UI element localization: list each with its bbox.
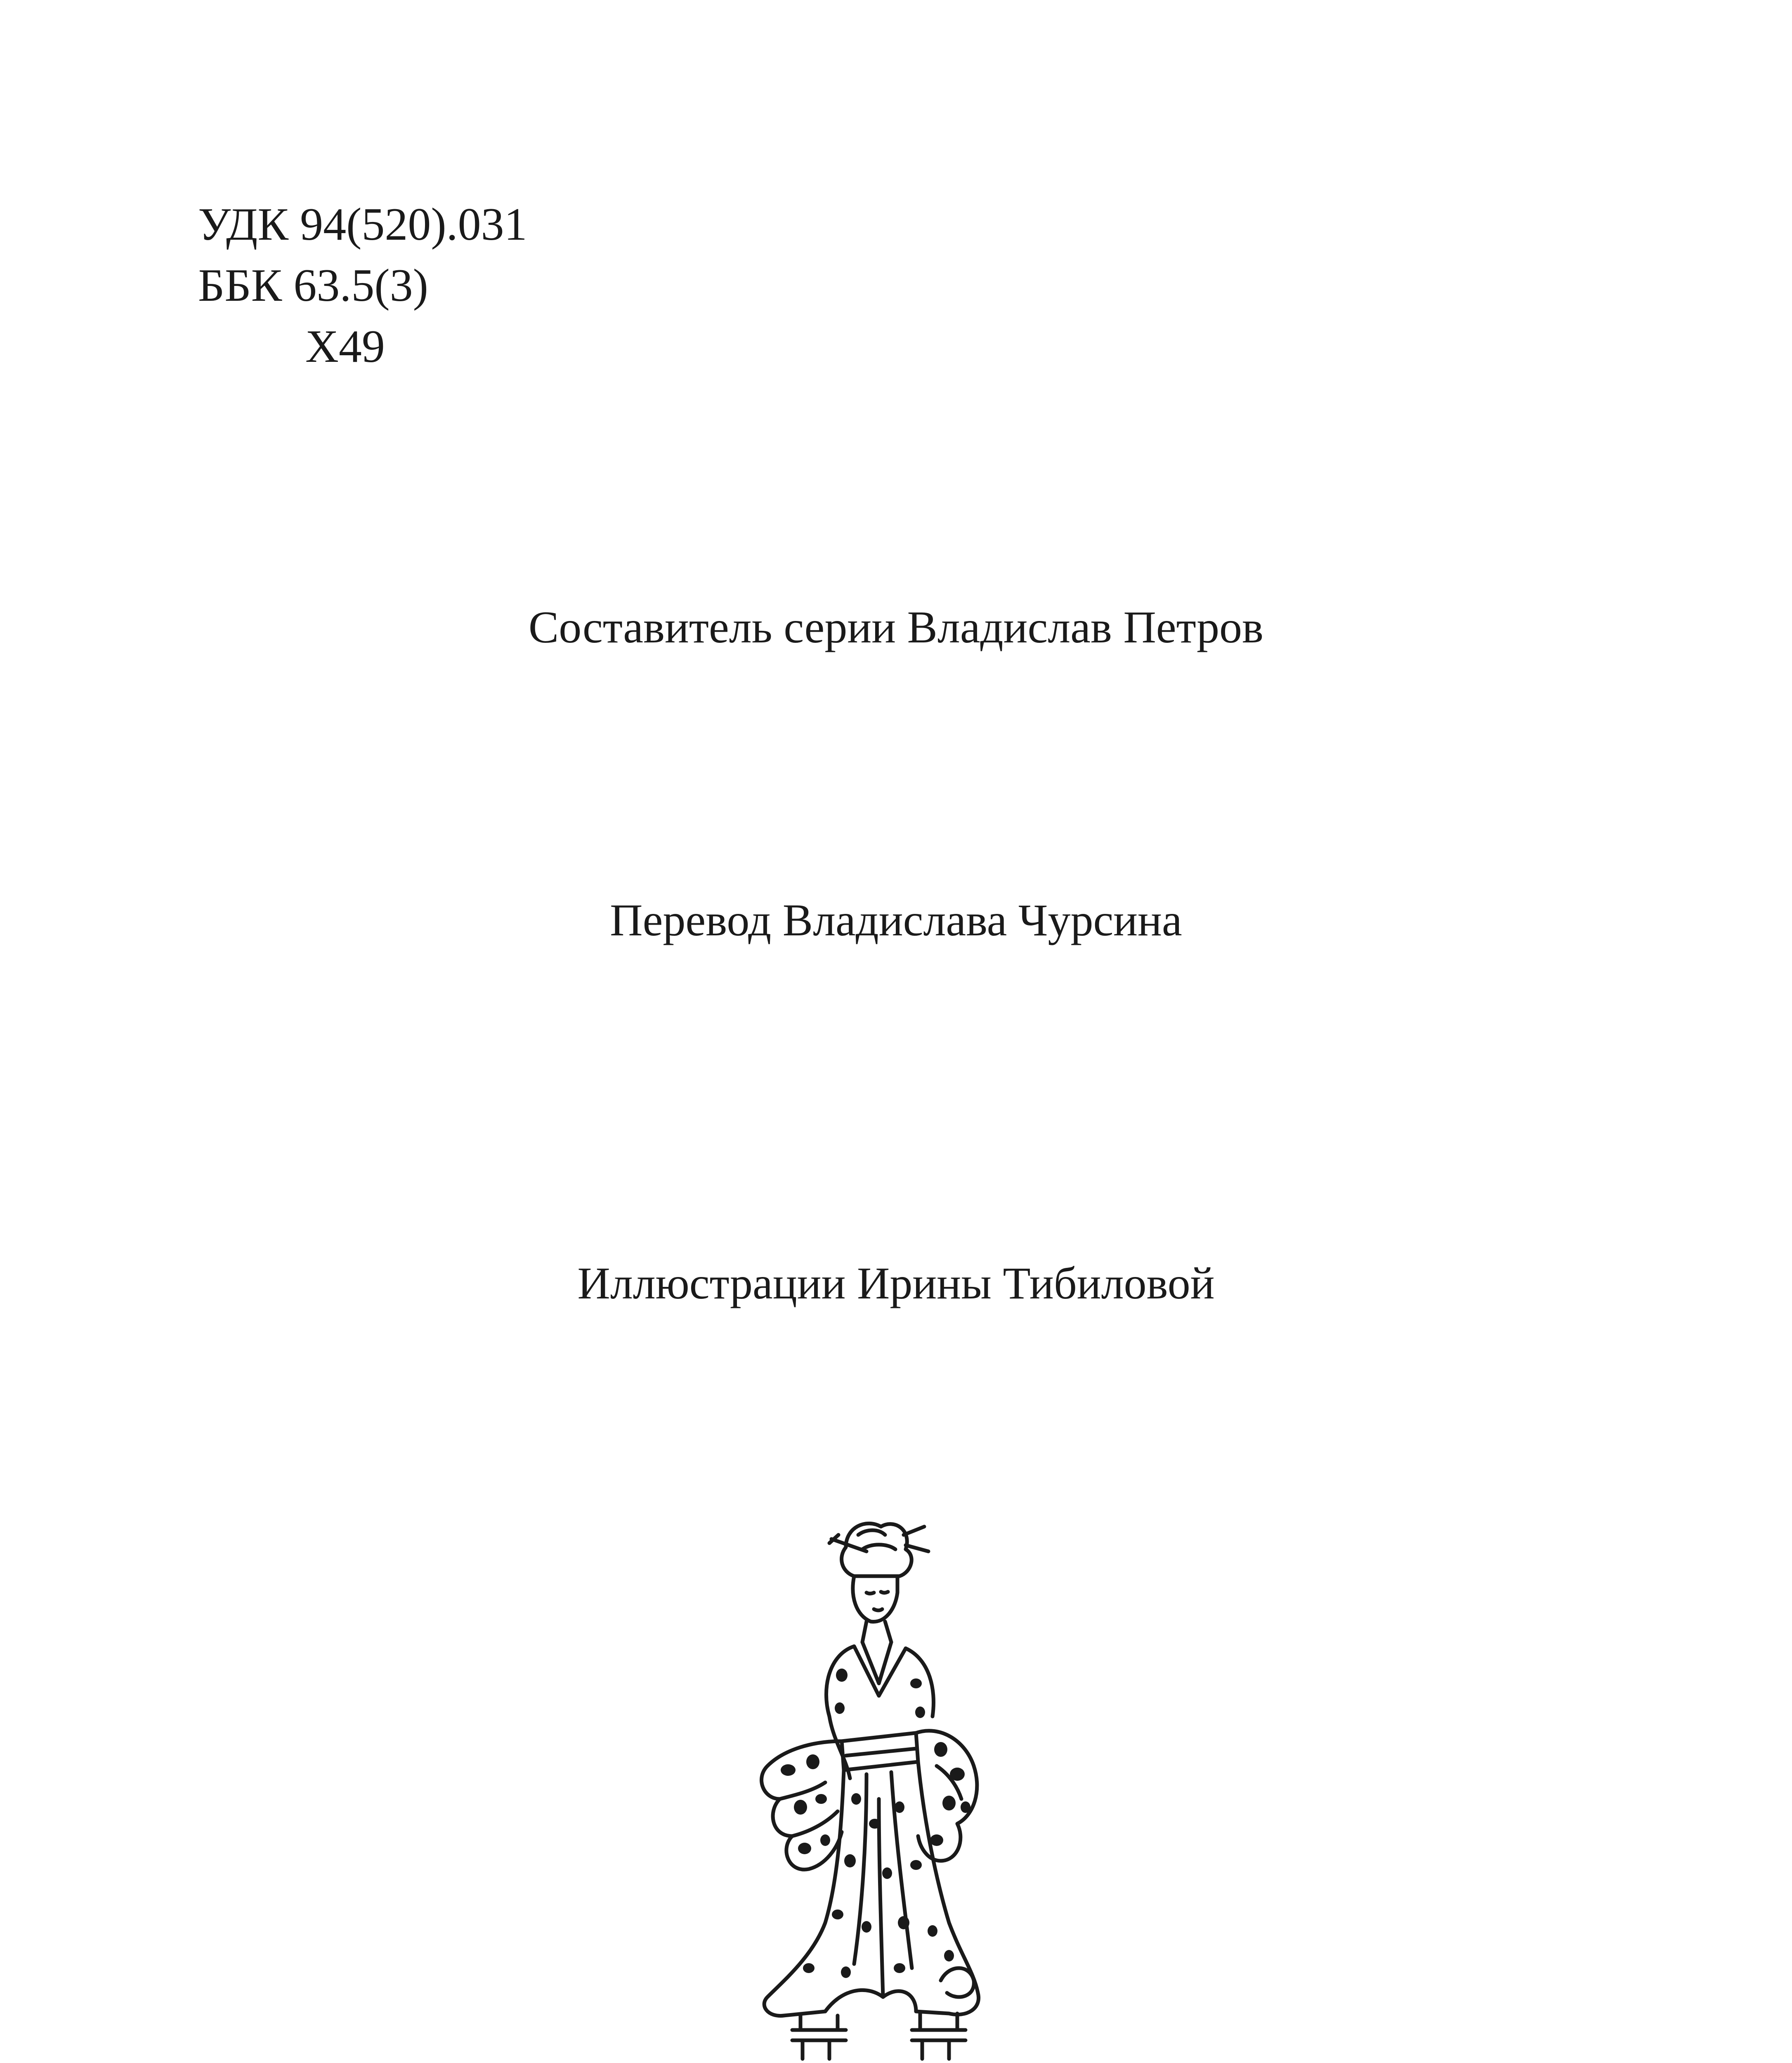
author-mark: Х49 [305,321,385,372]
series-compiler-credit: Составитель серии Владислав Петров [528,602,1264,652]
classification-block [198,194,527,377]
udk-code: УДК 94(520).031 [198,199,527,250]
bbk-code: ББК 63.5(3) [198,260,428,311]
illustrations-credit: Иллюстрации Ирины Тибиловой [577,1258,1215,1308]
translation-credit: Перевод Владислава Чурсина [610,895,1182,945]
geisha-illustration [743,1510,999,2063]
